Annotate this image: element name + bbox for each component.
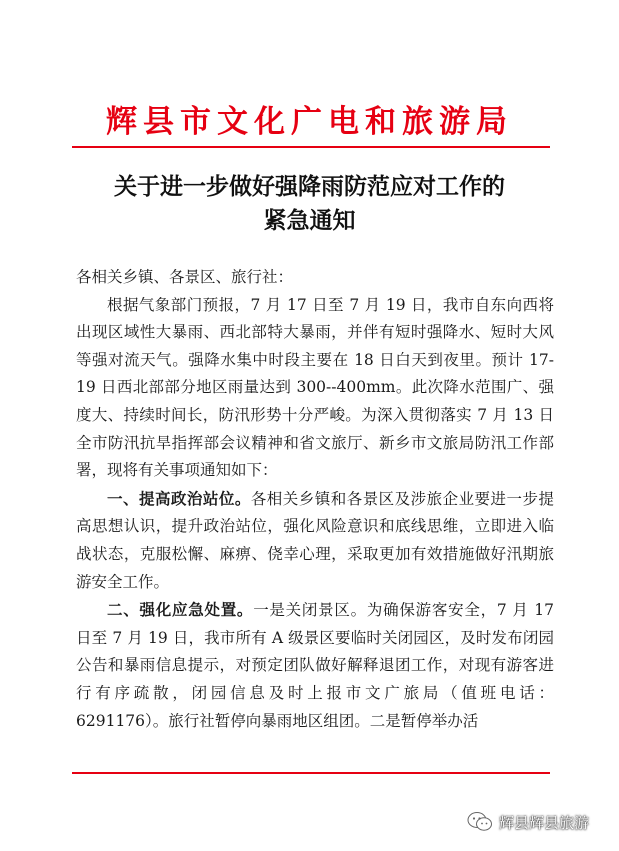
- section-text-2: 一是关闭景区。为确保游客安全，7 月 17 日至 7 月 19 日，我市所有 A 级景区要临时关闭园区，及时发布闭园公告和暴雨信息提示，对预定团队做好解释退团工作，对现有游客进行有序疏散，闭园信息及时上报市文广旅局（值班电话：6291176）。旅行社暂停向暴雨地区组团。二是暂停举办活: [76, 601, 554, 730]
- paragraph-2: [76, 485, 554, 596]
- agency-header: 辉县市文化广电和旅游局: [106, 104, 513, 140]
- paragraph-1: 根据气象部门预报，7 月 17 日至 7 月 19 日，我市自东向西将出现区域性大暴雨、西北部特大暴雨，并伴有短时强降水、短时大风等强对流天气。强降水集中时段主要在 18 日白天到夜里。预计 17-19 日西北部部分地区雨量达到 300--400mm。此次降水范围广、强度大、持续时间长，防汛形势十分严峻。为深入贯彻落实 7 月 13 日全市防汛抗旱指挥部会议精神和省文旅厅、新乡市文旅局防汛工作部署，现将有关事项通知如下：: [76, 295, 554, 480]
- wechat-watermark: [467, 811, 589, 833]
- section-heading-1: 一、提高政治站位。: [107, 488, 251, 508]
- section-text-1: 各相关乡镇和各景区及涉旅企业要进一步提高思想认识，提升政治站位，强化风险意识和底线思维，立即进入临战状态，克服松懈、麻痹、侥幸心理，采取更加有效措施做好汛期旅游安全工作。: [76, 489, 554, 591]
- title-line-1: 关于进一步做好强降雨防范应对工作的: [114, 173, 505, 200]
- section-heading-2: 二、强化应急处置。: [107, 600, 254, 620]
- paragraph-3: [76, 596, 554, 735]
- addressee: 各相关乡镇、各景区、旅行社：: [76, 268, 294, 286]
- red-divider-top: [72, 146, 550, 148]
- title-line-2: 紧急通知: [263, 207, 356, 234]
- wechat-icon: [467, 811, 493, 833]
- notice-title: [0, 170, 619, 238]
- notice-body: [76, 264, 554, 735]
- red-divider-bottom: [72, 772, 550, 774]
- watermark-text: 辉县辉县旅游: [498, 813, 589, 832]
